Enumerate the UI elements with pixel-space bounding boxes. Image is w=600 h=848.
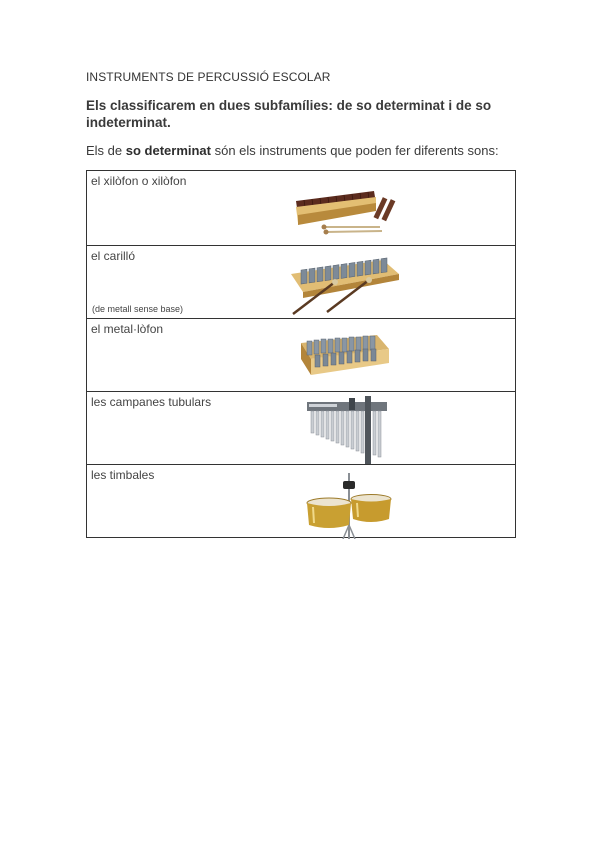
instrument-label: el metal·lòfon xyxy=(91,322,164,336)
intro-paragraph xyxy=(86,143,499,158)
intro-bold-term: so determinat xyxy=(125,143,211,158)
table-row xyxy=(87,245,515,318)
glockenspiel-icon xyxy=(287,254,403,316)
tubular-bells-icon xyxy=(305,394,391,464)
table-row xyxy=(87,171,515,245)
table-row xyxy=(87,464,515,537)
instrument-note: (de metall sense base) xyxy=(92,304,184,314)
intro-text-after: són els instruments que poden fer diferents sons: xyxy=(211,143,499,158)
page-subtitle: Els classificarem en dues subfamílies: de so determinat i de so indeterminat. xyxy=(86,98,492,130)
instrument-label: el carilló xyxy=(91,249,136,263)
xylophone-icon xyxy=(292,183,402,237)
table-row xyxy=(87,391,515,464)
instrument-label: el xilòfon o xilòfon xyxy=(91,174,187,188)
table-row xyxy=(87,318,515,391)
instrument-label: les timbales xyxy=(91,468,155,482)
instrument-label: les campanes tubulars xyxy=(91,395,212,409)
timbales-icon xyxy=(305,467,397,539)
instruments-table xyxy=(86,170,516,538)
metallophone-icon xyxy=(297,327,393,383)
intro-text-before: Els de xyxy=(86,143,126,158)
page-title: INSTRUMENTS DE PERCUSSIÓ ESCOLAR xyxy=(86,70,331,84)
